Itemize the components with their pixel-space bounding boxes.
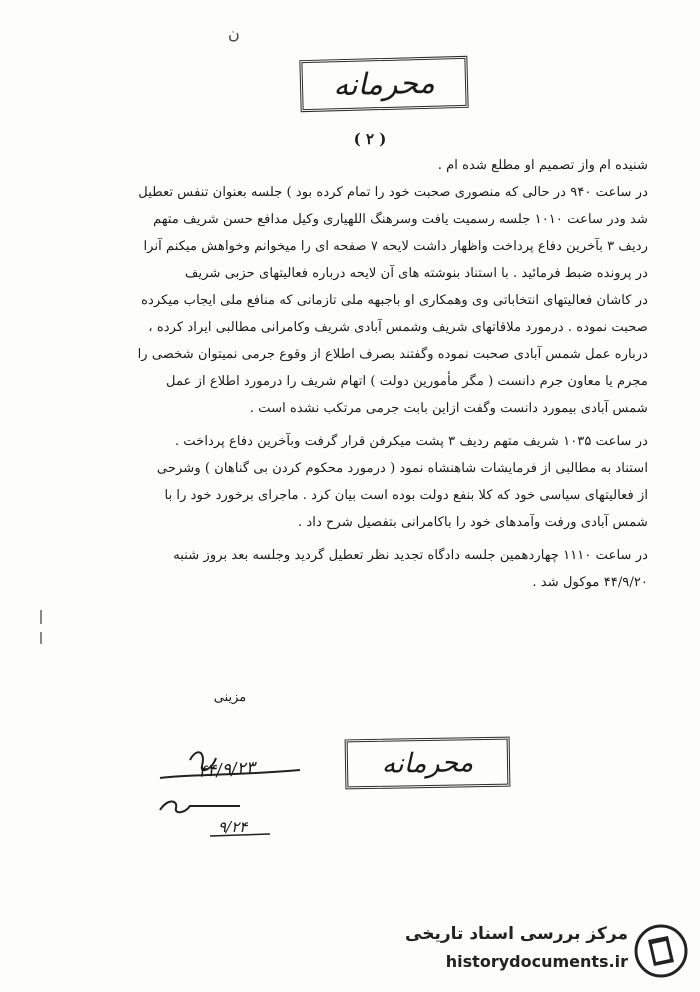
body-line-5: در پرونده ضبط فرمائید . با استناد بنوشته های آن لایحه درباره فعالیتهای حزبی شریف — [184, 266, 648, 281]
body-line-2: در ساعت ۹۴۰ در حالی که منصوری صحبت خود را تمام کرده بود ) جلسه بعنوان تنفس تعطیل — [138, 185, 648, 200]
body-line-13: از فعالیتهای سیاسی خود که کلا بنفع دولت بوده است بیان کرد . ماجرای برخورد خود را با — [164, 488, 648, 503]
signer-name: مزینی — [213, 690, 247, 705]
confidential-stamp-bottom: محرمانه — [345, 737, 511, 790]
body-line-8: درباره عمل شمس آبادی صحبت نموده وگفتند بصرف اطلاع از وقوع جرمی نمیتوان شخصی را — [137, 347, 648, 362]
body-line-12: استناد به مطالبی از فرمایشات شاهنشاه نمود ( درمورد محکوم کردن بی گناهان ) وشرحی — [156, 461, 648, 476]
report-body — [38, 152, 648, 596]
body-line-7: صحبت نموده . درمورد ملاقاتهای شریف وشمس آبادی شریف وکامرانی مطالبی ایراد کرده ، — [148, 320, 648, 335]
page-number: ( ۲ ) — [353, 130, 387, 148]
body-line-11: در ساعت ۱۰۳۵ شریف متهم ردیف ۳ پشت میکرفن قرار گرفت وبآخرین دفاع پرداخت . — [174, 434, 648, 449]
margin-mark — [40, 632, 42, 644]
archive-logo-icon — [634, 924, 688, 978]
corner-mark: ن — [228, 24, 240, 43]
body-line-15: در ساعت ۱۱۱۰ چهاردهمین جلسه دادگاه تجدید نظر تعطیل گردید وجلسه بعد بروز شنبه — [173, 548, 648, 563]
body-line-1: شنیده ام واز تصمیم او مطلع شده ام . — [437, 158, 648, 173]
archive-watermark — [405, 922, 688, 980]
signature-date-2: ۹/۲۴ — [218, 818, 248, 836]
body-line-16: ۴۴/۹/۲۰ موکول شد . — [532, 575, 648, 590]
body-line-10: شمس آبادی بیمورد دانست وگفت ازاین بابت جرمی مرتکب نشده است . — [249, 401, 648, 416]
archive-url: historydocuments.ir — [445, 952, 628, 971]
body-line-6: در کاشان فعالیتهای انتخاباتی وی وهمکاری او باجبهه ملی تازمانی که منافع ملی ایجاب میکرده — [141, 293, 648, 308]
body-line-4: ردیف ۳ بآخرین دفاع پرداخت واظهار داشت لایحه ۷ صفحه ای را میخوانم وخواهش میکنم آنرا — [143, 239, 648, 254]
body-line-3: شد ودر ساعت ۱۰۱۰ جلسه رسمیت یافت وسرهنگ اللهیاری وکیل مدافع حسن شریف متهم — [153, 212, 648, 227]
signature-date-1: ۴۴/۹/۲۳ — [197, 758, 256, 782]
archive-title: مرکز بررسی اسناد تاریخی — [405, 924, 628, 944]
body-line-9: مجرم یا معاون جرم دانست ( مگر مأمورین دولت ) اتهام شریف را درمورد اطلاع از عمل — [166, 374, 648, 389]
body-line-14: شمس آبادی ورفت وآمدهای خود را باکامرانی بتفصیل شرح داد . — [298, 515, 648, 530]
confidential-stamp-top: محرمانه — [299, 56, 468, 112]
margin-mark — [40, 610, 42, 624]
